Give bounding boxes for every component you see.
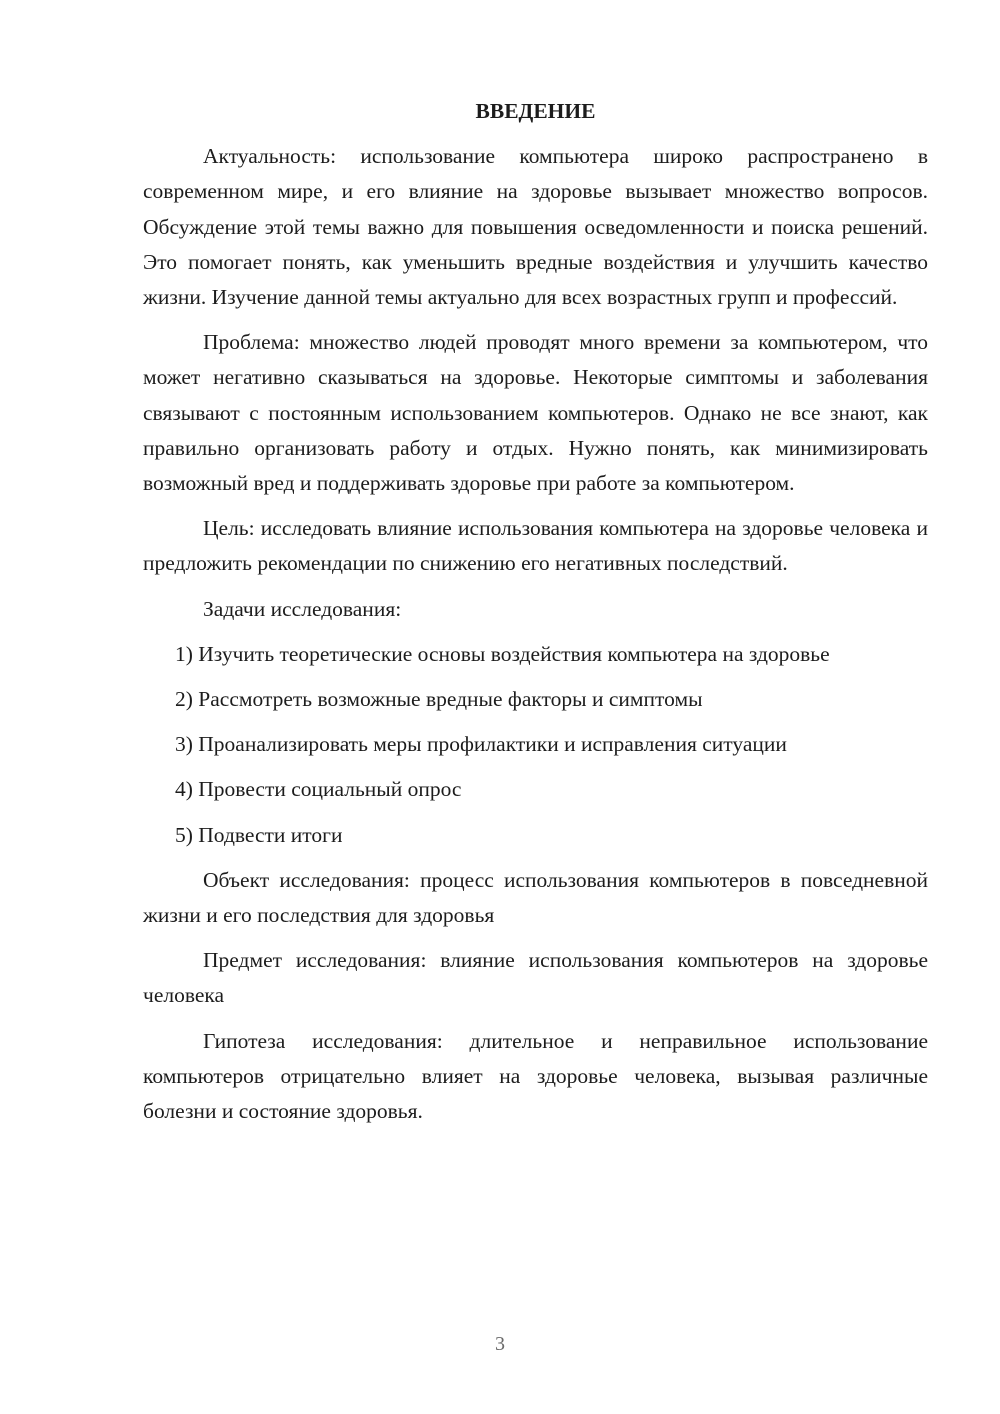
page-number: 3 [495,1333,505,1355]
tasks-heading: Задачи исследования: [203,596,402,621]
goal-paragraph: Цель: исследовать влияние использования компьютера на здоровье человека и предложить рекомендации по снижению его негативных последствий. [143,516,928,576]
task-item-3: 3) Проанализировать меры профилактики и исправления ситуации [175,732,787,757]
problem-paragraph: Проблема: множество людей проводят много времени за компьютером, что может негативно сказываться на здоровье. Некоторые симптомы и заболевания связывают с постоянным использованием компьютеров. Однако не все знают, как правильно организовать работу и отдых. Нужно понять, как минимизировать возможный вред и поддерживать здоровье при работе за компьютером. [143,330,928,496]
task-item-2: 2) Рассмотреть возможные вредные факторы и симптомы [175,687,703,712]
document-page [143,94,928,1139]
task-item-5: 5) Подвести итоги [175,822,343,847]
task-item-4: 4) Провести социальный опрос [175,777,462,802]
hypothesis-paragraph: Гипотеза исследования: длительное и неправильное использование компьютеров отрицательно влияет на здоровье человека, вызывая различные болезни и состояние здоровья. [143,1028,928,1124]
relevance-paragraph: Актуальность: использование компьютера широко распространено в современном мире, и его влияние на здоровье вызывает множество вопросов. Обсуждение этой темы важно для повышения осведомленности и поиска решений. Это помогает понять, как уменьшить вредные воздействия и улучшить качество жизни. Изучение данной темы актуально для всех возрастных групп и профессий. [143,144,928,310]
subject-paragraph: Предмет исследования: влияние использования компьютеров на здоровье человека [143,948,928,1008]
page-title: ВВЕДЕНИЕ [475,99,596,123]
object-paragraph: Объект исследования: процесс использования компьютеров в повседневной жизни и его последствия для здоровья [143,867,928,928]
task-item-1: 1) Изучить теоретические основы воздействия компьютера на здоровье [175,641,830,666]
